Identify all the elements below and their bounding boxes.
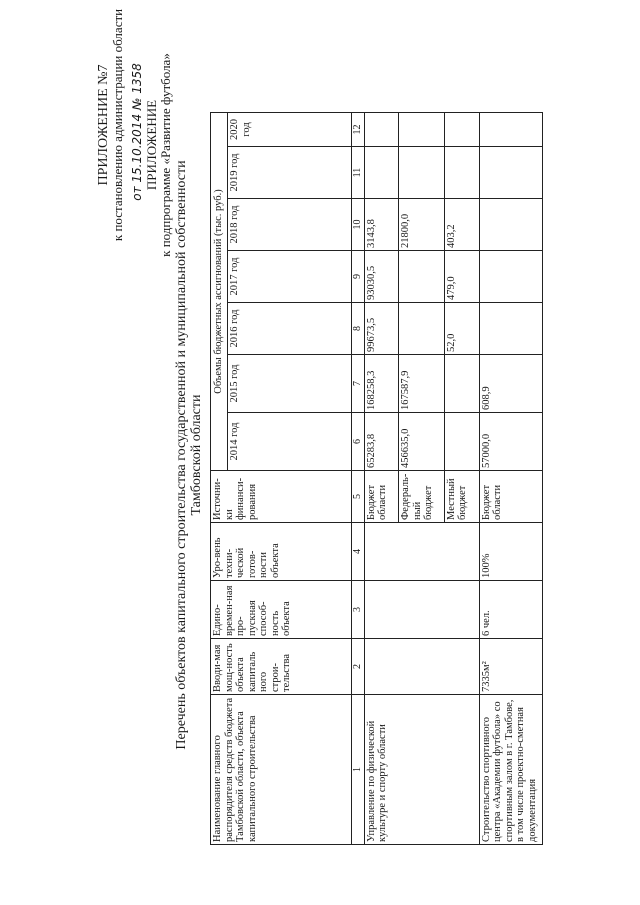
value-cell xyxy=(444,413,479,471)
source-cell: Бюджет области xyxy=(479,471,542,523)
value-cell xyxy=(399,147,444,199)
year-2016: 2016 год xyxy=(228,303,352,355)
value-cell: 456635,0 xyxy=(399,413,444,471)
value-cell: 167587,9 xyxy=(399,355,444,413)
value-cell xyxy=(479,113,542,147)
header-name: Наименование главного распорядителя средств бюджета Тамбовской области, объекта капитального строительства xyxy=(211,695,352,845)
value-cell: 57000,0 xyxy=(479,413,542,471)
value-cell: 168258,3 xyxy=(364,355,399,413)
header-readiness: Уро-вень техни-ческой готов-ности объекта xyxy=(211,523,352,581)
col-number: 1 xyxy=(352,695,365,845)
value-cell xyxy=(364,147,399,199)
value-cell: 52,0 xyxy=(444,303,479,355)
value-cell xyxy=(399,251,444,303)
value-cell: 3143,8 xyxy=(364,199,399,251)
header-capacity: Вводи-мая мощ-ность объекта капиталь ного строи-тельства xyxy=(211,639,352,695)
value-cell xyxy=(479,303,542,355)
row-capacity xyxy=(364,639,479,695)
value-cell xyxy=(399,113,444,147)
year-2014: 2014 год xyxy=(228,413,352,471)
value-cell xyxy=(479,147,542,199)
header-row-1 xyxy=(211,113,228,845)
row-readiness: 100% xyxy=(479,523,542,581)
year-2020: 2020 год xyxy=(228,113,352,147)
row-capacity: 7335м² xyxy=(479,639,542,695)
source-cell: Местный бюджет xyxy=(444,471,479,523)
col-number: 7 xyxy=(352,355,365,413)
col-number: 6 xyxy=(352,413,365,471)
col-number: 11 xyxy=(352,147,365,199)
value-cell xyxy=(479,199,542,251)
row-onetime xyxy=(364,581,479,639)
row-name: Строительство спортивного центра «Академии футбола» со спортивным залом в г. Тамбове, в том числе проектно-сметная документация xyxy=(479,695,542,845)
document-title xyxy=(174,75,204,835)
value-cell: 608,9 xyxy=(479,355,542,413)
subprogram-reference: к подпрограмме «Развитие футбола» xyxy=(158,53,173,257)
year-2017: 2017 год xyxy=(228,251,352,303)
header-volumes: Объемы бюджетных ассигнований (тыс. руб.) xyxy=(211,113,228,471)
col-number: 2 xyxy=(352,639,365,695)
row-onetime: 6 чел. xyxy=(479,581,542,639)
year-2018: 2018 год xyxy=(228,199,352,251)
table-row xyxy=(479,113,542,845)
year-2015: 2015 год xyxy=(228,355,352,413)
source-cell: Бюджет области xyxy=(364,471,399,523)
decree-reference: к постановлению администрации области xyxy=(110,8,125,242)
col-number: 4 xyxy=(352,523,365,581)
source-cell: Федераль-ный бюджет xyxy=(399,471,444,523)
col-number: 12 xyxy=(352,113,365,147)
value-cell xyxy=(444,355,479,413)
col-number: 5 xyxy=(352,471,365,523)
appendix-label: ПРИЛОЖЕНИЕ xyxy=(144,99,159,191)
value-cell xyxy=(399,303,444,355)
value-cell: 403,2 xyxy=(444,199,479,251)
table-row xyxy=(364,113,399,845)
title-line-1: Перечень объектов капитального строительства государственной и муниципальной собственности xyxy=(174,160,189,750)
value-cell: 93030,5 xyxy=(364,251,399,303)
col-number: 10 xyxy=(352,199,365,251)
row-name: Управление по физической культуре и спорту области xyxy=(364,695,479,845)
value-cell: 479,0 xyxy=(444,251,479,303)
year-2019: 2019 год xyxy=(228,147,352,199)
header-onetime: Едино-времен-ная про-пускная способ-ность объекта xyxy=(211,581,352,639)
col-number: 9 xyxy=(352,251,365,303)
title-line-2: Тамбовской области xyxy=(189,394,204,516)
value-cell xyxy=(444,147,479,199)
objects-table xyxy=(210,112,543,845)
value-cell: 21800,0 xyxy=(399,199,444,251)
value-cell: 99673,5 xyxy=(364,303,399,355)
value-cell xyxy=(444,113,479,147)
row-readiness xyxy=(364,523,479,581)
header-source: Источни-ки финанси-рования xyxy=(211,471,352,523)
value-cell xyxy=(364,113,399,147)
appendix-title: ПРИЛОЖЕНИЕ №7 xyxy=(96,64,111,186)
column-number-row xyxy=(352,113,365,845)
value-cell: 65283,8 xyxy=(364,413,399,471)
col-number: 8 xyxy=(352,303,365,355)
value-cell xyxy=(479,251,542,303)
col-number: 3 xyxy=(352,581,365,639)
decree-date: от 15.10.2014 № 1358 xyxy=(130,63,144,201)
